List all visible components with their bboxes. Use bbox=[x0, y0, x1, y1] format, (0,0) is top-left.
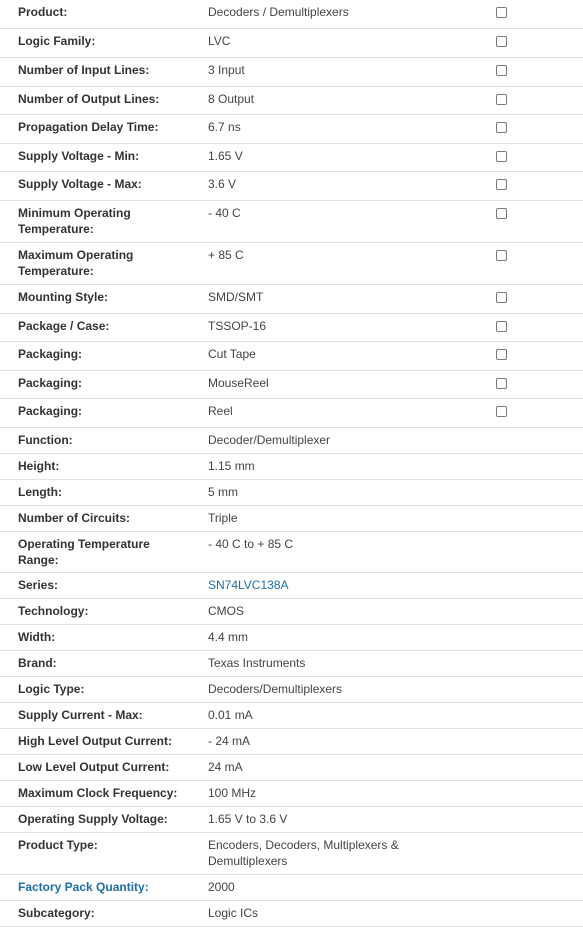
spec-checkbox-cell bbox=[477, 114, 583, 143]
spec-value: Cut Tape bbox=[208, 346, 256, 361]
spec-value: - 40 C bbox=[208, 205, 241, 220]
spec-label: Minimum Operating Temperature: bbox=[18, 205, 131, 236]
spec-label: Supply Voltage - Min: bbox=[18, 148, 140, 163]
spec-label: Package / Case: bbox=[18, 318, 110, 333]
filter-checkbox[interactable] bbox=[496, 349, 507, 360]
spec-checkbox-cell bbox=[477, 728, 583, 754]
spec-value: 3 Input bbox=[208, 62, 245, 77]
spec-row bbox=[0, 0, 583, 28]
spec-label: Product Type: bbox=[18, 837, 98, 852]
spec-label: Operating Temperature Range: bbox=[18, 536, 150, 567]
spec-label: Packaging: bbox=[18, 403, 83, 418]
spec-value: SMD/SMT bbox=[208, 289, 264, 304]
spec-checkbox-cell bbox=[477, 900, 583, 926]
spec-value: Texas Instruments bbox=[208, 655, 306, 670]
spec-checkbox-cell bbox=[477, 57, 583, 86]
spec-value-link[interactable]: SN74LVC138A bbox=[208, 577, 289, 592]
spec-label: Supply Current - Max: bbox=[18, 707, 143, 722]
spec-checkbox-cell bbox=[477, 505, 583, 531]
spec-value: 8 Output bbox=[208, 91, 255, 106]
spec-value: - 40 C to + 85 C bbox=[208, 536, 294, 551]
spec-label: Technology: bbox=[18, 603, 89, 618]
spec-checkbox-cell bbox=[477, 676, 583, 702]
spec-row bbox=[0, 702, 583, 728]
spec-row bbox=[0, 572, 583, 598]
spec-row bbox=[0, 531, 583, 572]
spec-checkbox-cell bbox=[477, 143, 583, 171]
spec-checkbox-cell bbox=[477, 702, 583, 728]
spec-value: Decoders / Demultiplexers bbox=[208, 5, 349, 19]
spec-value: Triple bbox=[208, 510, 238, 525]
spec-row bbox=[0, 313, 583, 341]
spec-checkbox-cell bbox=[477, 453, 583, 479]
spec-checkbox-cell bbox=[477, 284, 583, 313]
spec-value: 100 MHz bbox=[208, 785, 257, 800]
spec-value: 4.4 mm bbox=[208, 629, 249, 644]
spec-row bbox=[0, 598, 583, 624]
spec-checkbox-cell bbox=[477, 200, 583, 242]
spec-row bbox=[0, 200, 583, 242]
filter-checkbox[interactable] bbox=[496, 250, 507, 261]
spec-label: Maximum Operating Temperature: bbox=[18, 247, 134, 278]
spec-value: Decoder/Demultiplexer bbox=[208, 432, 331, 447]
spec-row bbox=[0, 28, 583, 57]
spec-row bbox=[0, 341, 583, 370]
filter-checkbox[interactable] bbox=[496, 65, 507, 76]
spec-row bbox=[0, 171, 583, 200]
spec-checkbox-cell bbox=[477, 572, 583, 598]
spec-checkbox-cell bbox=[477, 28, 583, 57]
spec-label: High Level Output Current: bbox=[18, 733, 172, 748]
spec-value: 24 mA bbox=[208, 759, 243, 774]
spec-checkbox-cell bbox=[477, 598, 583, 624]
spec-row bbox=[0, 284, 583, 313]
spec-row bbox=[0, 427, 583, 453]
spec-value: 1.65 V bbox=[208, 148, 243, 163]
spec-value: Encoders, Decoders, Multiplexers & Demultiplexers bbox=[208, 837, 399, 868]
spec-label: Product: bbox=[18, 5, 68, 19]
spec-row bbox=[0, 874, 583, 900]
spec-checkbox-cell bbox=[477, 313, 583, 341]
spec-checkbox-cell bbox=[477, 806, 583, 832]
spec-row bbox=[0, 143, 583, 171]
spec-row bbox=[0, 650, 583, 676]
spec-label: Mounting Style: bbox=[18, 289, 108, 304]
spec-row bbox=[0, 900, 583, 926]
spec-checkbox-cell bbox=[477, 479, 583, 505]
spec-label: Packaging: bbox=[18, 375, 83, 390]
spec-label: Brand: bbox=[18, 655, 57, 670]
spec-checkbox-cell bbox=[477, 874, 583, 900]
spec-row bbox=[0, 754, 583, 780]
spec-row bbox=[0, 780, 583, 806]
spec-checkbox-cell bbox=[477, 398, 583, 427]
spec-value: 1.65 V to 3.6 V bbox=[208, 811, 288, 826]
spec-checkbox-cell bbox=[477, 427, 583, 453]
spec-row bbox=[0, 453, 583, 479]
filter-checkbox[interactable] bbox=[496, 292, 507, 303]
spec-row bbox=[0, 370, 583, 398]
spec-label: Function: bbox=[18, 432, 73, 447]
spec-label: Subcategory: bbox=[18, 905, 95, 920]
spec-label: Packaging: bbox=[18, 346, 83, 361]
spec-label: Number of Input Lines: bbox=[18, 62, 150, 77]
spec-row bbox=[0, 114, 583, 143]
spec-checkbox-cell bbox=[477, 341, 583, 370]
spec-label: Maximum Clock Frequency: bbox=[18, 785, 178, 800]
spec-row bbox=[0, 86, 583, 114]
spec-checkbox-cell bbox=[477, 624, 583, 650]
spec-value: LVC bbox=[208, 33, 231, 48]
spec-value: Reel bbox=[208, 403, 233, 418]
spec-checkbox-cell bbox=[477, 370, 583, 398]
spec-value: 5 mm bbox=[208, 484, 238, 499]
filter-checkbox[interactable] bbox=[496, 94, 507, 105]
spec-value: + 85 C bbox=[208, 247, 244, 262]
spec-value: CMOS bbox=[208, 603, 244, 618]
spec-value: 0.01 mA bbox=[208, 707, 253, 722]
spec-row bbox=[0, 479, 583, 505]
spec-label: Operating Supply Voltage: bbox=[18, 811, 168, 826]
spec-checkbox-cell bbox=[477, 242, 583, 284]
filter-checkbox[interactable] bbox=[496, 378, 507, 389]
spec-label: Length: bbox=[18, 484, 62, 499]
spec-checkbox-cell bbox=[477, 832, 583, 874]
filter-checkbox[interactable] bbox=[496, 321, 507, 332]
spec-checkbox-cell bbox=[477, 780, 583, 806]
spec-row bbox=[0, 728, 583, 754]
spec-label: Series: bbox=[18, 577, 59, 592]
spec-label-link[interactable]: Factory Pack Quantity: bbox=[18, 879, 149, 894]
spec-value: 6.7 ns bbox=[208, 119, 241, 134]
filter-checkbox[interactable] bbox=[496, 151, 507, 162]
spec-label: Number of Circuits: bbox=[18, 510, 131, 525]
filter-checkbox[interactable] bbox=[496, 7, 507, 18]
spec-checkbox-cell bbox=[477, 171, 583, 200]
filter-checkbox[interactable] bbox=[496, 179, 507, 190]
spec-checkbox-cell bbox=[477, 531, 583, 572]
spec-value: Logic ICs bbox=[208, 905, 259, 920]
spec-value: 1.15 mm bbox=[208, 458, 255, 473]
spec-row bbox=[0, 242, 583, 284]
spec-value: 2000 bbox=[208, 879, 235, 894]
spec-value: 3.6 V bbox=[208, 176, 237, 191]
spec-row bbox=[0, 57, 583, 86]
spec-row bbox=[0, 505, 583, 531]
spec-label: Height: bbox=[18, 458, 60, 473]
spec-label: Width: bbox=[18, 629, 56, 644]
spec-row bbox=[0, 676, 583, 702]
spec-label: Propagation Delay Time: bbox=[18, 119, 159, 134]
spec-checkbox-cell bbox=[477, 754, 583, 780]
spec-row bbox=[0, 832, 583, 874]
spec-label: Logic Family: bbox=[18, 33, 96, 48]
filter-checkbox[interactable] bbox=[496, 122, 507, 133]
spec-label: Low Level Output Current: bbox=[18, 759, 170, 774]
spec-row bbox=[0, 398, 583, 427]
filter-checkbox[interactable] bbox=[496, 406, 507, 417]
spec-value: TSSOP-16 bbox=[208, 318, 267, 333]
spec-label: Logic Type: bbox=[18, 681, 85, 696]
spec-checkbox-cell bbox=[477, 86, 583, 114]
spec-label: Supply Voltage - Max: bbox=[18, 176, 142, 191]
filter-checkbox[interactable] bbox=[496, 208, 507, 219]
spec-label: Number of Output Lines: bbox=[18, 91, 160, 106]
spec-value: - 24 mA bbox=[208, 733, 251, 748]
spec-checkbox-cell bbox=[477, 0, 583, 28]
spec-value: Decoders/Demultiplexers bbox=[208, 681, 343, 696]
spec-row bbox=[0, 806, 583, 832]
spec-row bbox=[0, 624, 583, 650]
spec-value: MouseReel bbox=[208, 375, 269, 390]
spec-checkbox-cell bbox=[477, 650, 583, 676]
filter-checkbox[interactable] bbox=[496, 36, 507, 47]
